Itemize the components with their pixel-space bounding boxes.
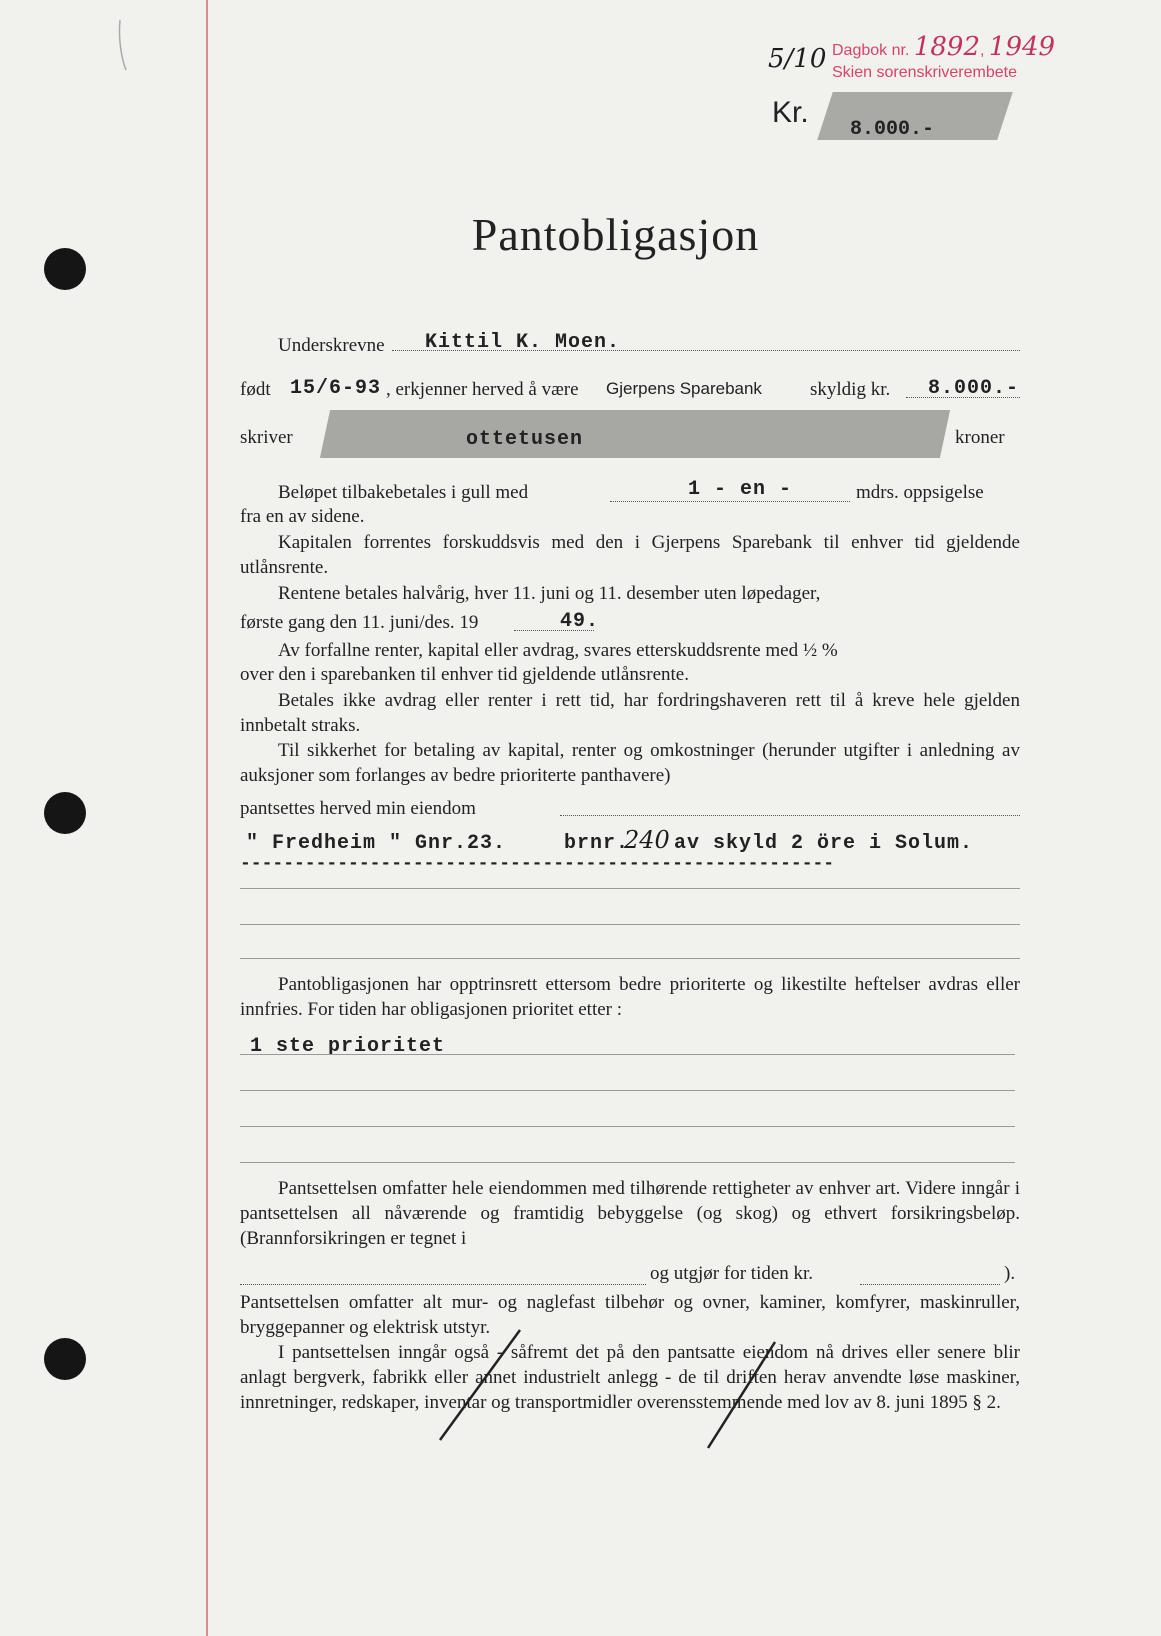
paragraph: Kapitalen forrentes forskuddsvis med den i Gjerpens Sparebank til enhver tid gjeldende utlånsrente.: [240, 532, 1020, 578]
born-label: født: [240, 379, 271, 400]
property-brnr-label: brnr.: [564, 832, 630, 855]
paragraph: I pantsettelsen inngår også - såfremt det på den pantsatte eiendom nå drives eller senere blir anlagt bergverk, fabrikk eller annet industrielt anlegg - de til driften herav anvendte løse maskiner, innretninger, redskaper, inventar og transportmidler overensstemmende med lov av 8. juni 1895 § 2.: [240, 1342, 1020, 1413]
first-payment-year: 49.: [560, 610, 600, 633]
page-title: Pantobligasjon: [471, 209, 760, 260]
pencil-mark: [119, 20, 126, 70]
late-interest-cont: over den i sparebanken til enhver tid gjeldende utlånsrente.: [240, 664, 689, 685]
acknowledge-text: , erkjenner herved å være: [386, 379, 579, 400]
pledge-text: pantsettes herved min eiendom: [240, 798, 476, 819]
pen-stroke: [708, 1342, 775, 1448]
undersigned-label: Underskrevne: [278, 335, 385, 356]
property-name: " Fredheim " Gnr.23.: [246, 832, 507, 855]
kr-label: Kr.: [772, 96, 809, 129]
property-brnr: 240: [624, 826, 670, 854]
owes-label: skyldig kr.: [810, 379, 891, 400]
pen-stroke: [440, 1330, 520, 1440]
stamp-office: Skien sorenskriverembete: [832, 64, 1017, 81]
insurance-amount-text: og utgjør for tiden kr.: [650, 1263, 814, 1284]
paragraph: Pantobligasjonen har opptrinsrett ettersom bedre prioriterte og likestilte heftelser avdras eller innfries. For tiden har obligasjonen prioritet etter :: [240, 974, 1020, 1020]
amount-value: 8.000.-: [850, 118, 935, 141]
dagbok-label: Dagbok nr.: [832, 42, 910, 59]
paragraph: Pantsettelsen omfatter hele eiendommen med tilhørende rettigheter av enhver art. Videre inngår i pantsettelsen all nåværende og framtidig bebyggelse (og skog) og ethvert forsikringsbeløp. (Brannforsikringen er tegnet i: [240, 1178, 1020, 1249]
kroner-label: kroner: [955, 427, 1005, 448]
late-interest: Av forfallne renter, kapital eller avdrag, svares etterskuddsrente med ½ %: [278, 640, 838, 661]
notice-text-cont: fra en av sidene.: [240, 506, 365, 527]
owes-value: 8.000.-: [928, 377, 1020, 400]
first-payment: første gang den 11. juni/des. 19: [240, 612, 479, 633]
property-desc: av skyld 2 öre i Solum.: [674, 832, 974, 855]
writes-value: ottetusen: [466, 428, 584, 451]
payment-schedule: Rentene betales halvårig, hver 11. juni og 11. desember uten løpedager,: [278, 583, 821, 604]
priority-value: 1 ste prioritet: [250, 1035, 446, 1058]
paragraph: Til sikkerhet for betaling av kapital, renter og omkostninger (herunder utgifter i anledning av auksjoner som forlanges av bedre prioriterte panthavere): [240, 740, 1020, 786]
dagbok-number: 1892: [913, 32, 981, 62]
paragraph: Betales ikke avdrag eller renter i rett tid, har fordringshaveren rett til å kreve hele gjelden innbetalt straks.: [240, 690, 1020, 736]
property-dashes: -------------------------------------------------------: [240, 854, 835, 874]
date-note: 5/10: [768, 44, 827, 74]
insurance-close: ).: [1004, 1263, 1016, 1284]
undersigned-value: Kittil K. Moen.: [425, 331, 621, 354]
notice-months: 1 - en -: [688, 478, 793, 501]
stamp-year: 1949: [988, 32, 1056, 62]
writes-label: skriver: [240, 427, 293, 448]
bank-name: Gjerpens Sparebank: [606, 379, 762, 398]
registry-stamp: Dagbok nr. 1892, 1949 Skien sorenskriverembete: [832, 36, 1055, 84]
notice-text: mdrs. oppsigelse: [856, 482, 984, 503]
repayment-text: Beløpet tilbakebetales i gull med: [278, 482, 529, 503]
paragraph: Pantsettelsen omfatter alt mur- og naglefast tilbehør og ovner, kaminer, komfyrer, maskinruller, bryggepanner og elektrisk utstyr.: [240, 1292, 1020, 1338]
born-value: 15/6-93: [290, 377, 382, 400]
